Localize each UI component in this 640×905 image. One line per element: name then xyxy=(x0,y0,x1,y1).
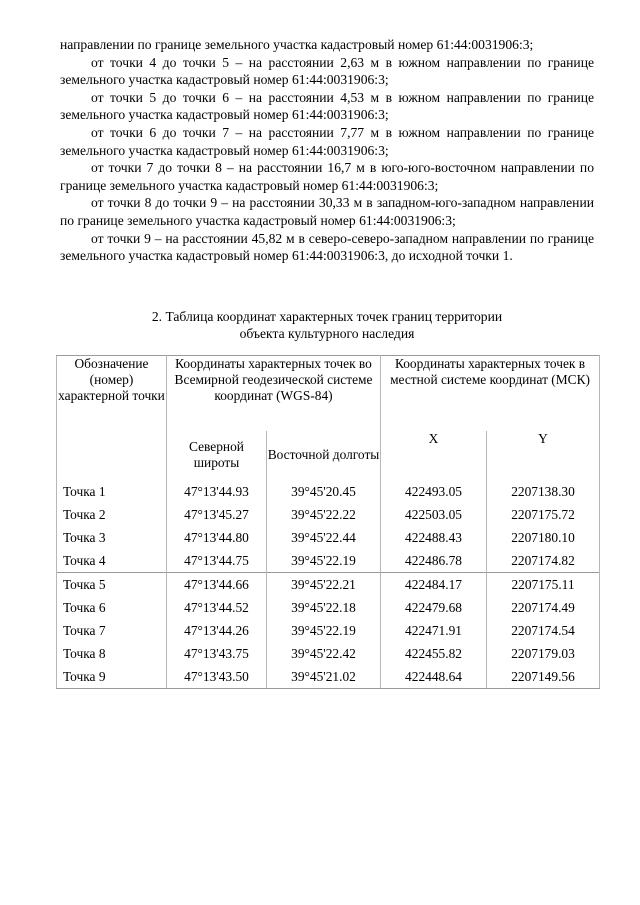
longitude-value: 39°45'20.45 xyxy=(267,480,381,503)
latitude-value: 47°13'44.93 xyxy=(167,480,267,503)
x-value: 422484.17 xyxy=(381,573,487,597)
point-name: Точка 3 xyxy=(57,526,167,549)
y-value: 2207174.49 xyxy=(487,596,600,619)
y-value: 2207174.54 xyxy=(487,619,600,642)
x-value: 422503.05 xyxy=(381,503,487,526)
paragraph: от точки 9 – на расстоянии 45,82 м в северо-северо-западном направлении по границе земельного участка кадастровый номер 61:44:0031906:3, до исходной точки 1. xyxy=(60,230,594,264)
longitude-value: 39°45'22.18 xyxy=(267,596,381,619)
x-value: 422493.05 xyxy=(381,480,487,503)
paragraph: от точки 6 до точки 7 – на расстоянии 7,77 м в южном направлении по границе земельного участка кадастровый номер 61:44:0031906:3; xyxy=(60,124,594,158)
longitude-value: 39°45'22.21 xyxy=(267,573,381,597)
point-name: Точка 6 xyxy=(57,596,167,619)
subheader-x: X xyxy=(381,431,487,481)
header-point-name: Обозначение (номер) характерной точки xyxy=(57,356,167,481)
table-row xyxy=(57,596,600,619)
table-row xyxy=(57,665,600,689)
latitude-value: 47°13'43.75 xyxy=(167,642,267,665)
x-value: 422486.78 xyxy=(381,549,487,573)
x-value: 422479.68 xyxy=(381,596,487,619)
coordinates-table xyxy=(56,355,600,689)
table-caption-line: 2. Таблица координат характерных точек границ территории xyxy=(151,309,503,324)
paragraph: направлении по границе земельного участка кадастровый номер 61:44:0031906:3; xyxy=(60,37,534,52)
y-value: 2207175.72 xyxy=(487,503,600,526)
table-row xyxy=(57,642,600,665)
point-name: Точка 7 xyxy=(57,619,167,642)
x-value: 422455.82 xyxy=(381,642,487,665)
longitude-value: 39°45'22.42 xyxy=(267,642,381,665)
x-value: 422471.91 xyxy=(381,619,487,642)
paragraph: от точки 8 до точки 9 – на расстоянии 30,33 м в западном-юго-западном направлении по границе земельного участка кадастровый номер 61:44:0031906:3; xyxy=(60,195,594,228)
x-value: 422488.43 xyxy=(381,526,487,549)
longitude-value: 39°45'22.22 xyxy=(267,503,381,526)
paragraph: от точки 7 до точки 8 – на расстоянии 16,7 м в юго-юго-восточном направлении по границе земельного участка кадастровый номер 61:44:0031906:3; xyxy=(60,160,594,193)
y-value: 2207180.10 xyxy=(487,526,600,549)
latitude-value: 47°13'45.27 xyxy=(167,503,267,526)
subheader-latitude: Северной широты xyxy=(167,431,267,481)
point-name: Точка 4 xyxy=(57,549,167,573)
latitude-value: 47°13'43.50 xyxy=(167,665,267,689)
latitude-value: 47°13'44.75 xyxy=(167,549,267,573)
latitude-value: 47°13'44.80 xyxy=(167,526,267,549)
longitude-value: 39°45'22.19 xyxy=(267,549,381,573)
table-row xyxy=(57,549,600,573)
y-value: 2207138.30 xyxy=(487,480,600,503)
y-value: 2207179.03 xyxy=(487,642,600,665)
paragraph: от точки 5 до точки 6 – на расстоянии 4,53 м в южном направлении по границе земельного участка кадастровый номер 61:44:0031906:3; xyxy=(60,89,594,123)
longitude-value: 39°45'22.44 xyxy=(267,526,381,549)
point-name: Точка 2 xyxy=(57,503,167,526)
table-row xyxy=(57,480,600,503)
point-name: Точка 5 xyxy=(57,573,167,597)
table-caption xyxy=(60,308,594,342)
y-value: 2207175.11 xyxy=(487,573,600,597)
boundary-description xyxy=(60,36,594,265)
table-row xyxy=(57,573,600,597)
y-value: 2207174.82 xyxy=(487,549,600,573)
header-wgs84: Координаты характерных точек во Всемирной геодезической системе координат (WGS-84) xyxy=(167,356,381,431)
latitude-value: 47°13'44.66 xyxy=(167,573,267,597)
latitude-value: 47°13'44.52 xyxy=(167,596,267,619)
header-msk: Координаты характерных точек в местной системе координат (МСК) xyxy=(381,356,600,431)
longitude-value: 39°45'21.02 xyxy=(267,665,381,689)
subheader-longitude: Восточной долготы xyxy=(267,431,381,481)
table-header-row xyxy=(57,356,600,431)
subheader-y: Y xyxy=(487,431,600,481)
point-name: Точка 8 xyxy=(57,642,167,665)
latitude-value: 47°13'44.26 xyxy=(167,619,267,642)
x-value: 422448.64 xyxy=(381,665,487,689)
table-row xyxy=(57,503,600,526)
y-value: 2207149.56 xyxy=(487,665,600,689)
paragraph: от точки 4 до точки 5 – на расстоянии 2,63 м в южном направлении по границе земельного участка кадастровый номер 61:44:0031906:3; xyxy=(60,54,594,88)
point-name: Точка 9 xyxy=(57,665,167,689)
point-name: Точка 1 xyxy=(57,480,167,503)
longitude-value: 39°45'22.19 xyxy=(267,619,381,642)
table-caption-line: объекта культурного наследия xyxy=(239,326,415,341)
table-row xyxy=(57,619,600,642)
table-row xyxy=(57,526,600,549)
